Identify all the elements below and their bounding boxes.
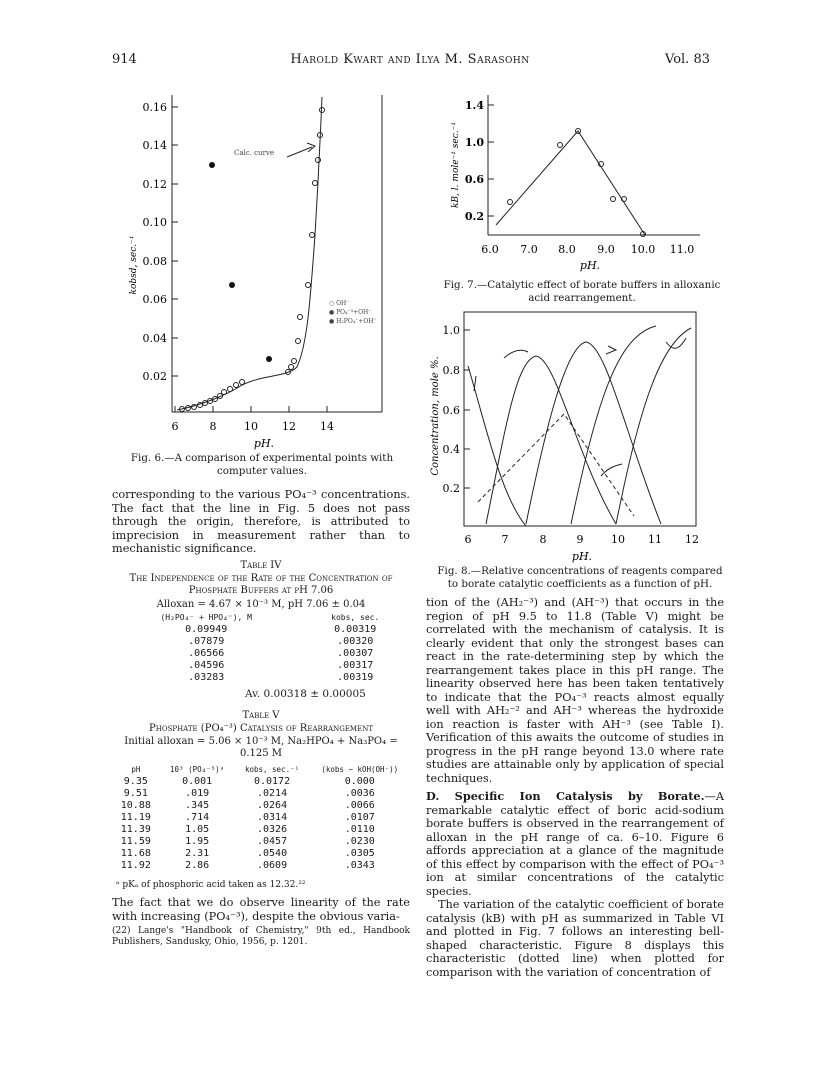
table-row: 0.09949 0.00319 bbox=[185, 624, 377, 635]
fig6-ytick: 0.12 bbox=[142, 178, 167, 191]
fig8-ytick: 0.8 bbox=[442, 364, 460, 377]
fig8-xlabel: pH. bbox=[571, 550, 593, 563]
fig8-xtick: 8 bbox=[539, 533, 547, 546]
fig6-legend-3: ● H₂PO₄⁻+OH⁻ bbox=[329, 318, 377, 325]
table-iv bbox=[112, 612, 410, 684]
table-row: 11.59 1.95 .0457 .0230 bbox=[120, 836, 375, 847]
section-d-paragraph bbox=[426, 790, 724, 898]
fig7-xtick: 6.0 bbox=[481, 243, 499, 256]
table-row: .06566 .00307 bbox=[188, 648, 374, 659]
table-row: .07879 .00320 bbox=[188, 636, 374, 647]
page-number: 914 bbox=[112, 52, 137, 67]
table-row: 9.51 .019 .0214 .0036 bbox=[123, 788, 375, 799]
fig7-ylabel: kB, l. mole⁻¹ sec.⁻¹ bbox=[451, 122, 461, 208]
fig8-xtick: 9 bbox=[576, 533, 584, 546]
figure-8 bbox=[416, 306, 720, 566]
table-row: 11.19 .714 .0314 .0107 bbox=[120, 812, 375, 823]
fig6-xtick: 8 bbox=[209, 420, 217, 433]
fig8-ytick: 0.2 bbox=[442, 482, 460, 495]
fig7-xtick: 9.0 bbox=[597, 243, 615, 256]
left-paragraph-1: corresponding to the various PO₄⁻³ concentrations. The fact that the line in Fig. 5 does not pass through the origin, therefore, is attributed to imprecision in measurement rather than to mechanistic significance. bbox=[112, 488, 410, 555]
table-header: (H₂PO₄⁻ + HPO₄⁼), M bbox=[160, 613, 252, 622]
fig7-xtick: 8.0 bbox=[558, 243, 576, 256]
fig7-caption: Fig. 7.—Catalytic effect of borate buffers in alloxanic acid rearrangement. bbox=[443, 279, 721, 304]
fig6-ytick: 0.04 bbox=[142, 332, 167, 345]
fig6-legend-1: ○ OH⁻ bbox=[329, 300, 350, 307]
table-row: .04596 .00317 bbox=[188, 660, 374, 671]
fig6-xlabel: pH. bbox=[253, 437, 275, 450]
table4-label: Table IV bbox=[240, 560, 282, 571]
left-paragraph-2: The fact that we do observe linearity of the rate with increasing (PO₄⁻³), despite the obvious varia- bbox=[112, 896, 410, 923]
fig6-ytick: 0.10 bbox=[142, 216, 167, 229]
table5-footnote: ᵃ pKₐ of phosphoric acid taken as 12.32.²² bbox=[116, 880, 306, 890]
table-row: 11.92 2.86 .0609 .0343 bbox=[120, 860, 375, 871]
fig8-xtick: 10 bbox=[611, 533, 625, 546]
fig6-ytick: 0.02 bbox=[142, 370, 167, 383]
table-row: 10.88 .345 .0264 .0066 bbox=[120, 800, 375, 811]
fig8-caption: Fig. 8.—Relative concentrations of reagents compared to borate catalytic coefficients as a function of pH. bbox=[437, 565, 723, 590]
table-row: 11.68 2.31 .0540 .0305 bbox=[120, 848, 375, 859]
fig6-xtick: 14 bbox=[320, 420, 334, 433]
table5-title: Phosphate (PO₄⁻³) Catalysis of Rearrangement bbox=[149, 723, 373, 734]
figure-6 bbox=[112, 85, 412, 460]
running-head: Harold Kwart and Ilya M. Sarasohn bbox=[290, 52, 530, 67]
fig6-legend-2: ● PO₄⁻³+OH⁻ bbox=[329, 309, 372, 316]
table-row: 11.39 1.05 .0326 .0110 bbox=[120, 824, 375, 835]
fig6-xtick: 6 bbox=[171, 420, 179, 433]
fig8-xtick: 12 bbox=[685, 533, 699, 546]
fig7-ytick: 1.0 bbox=[464, 136, 484, 149]
fig8-ytick: 0.4 bbox=[442, 443, 460, 456]
volume: Vol. 83 bbox=[665, 52, 710, 67]
calc-curve-label: Calc. curve bbox=[234, 149, 275, 157]
fig7-ytick: 0.2 bbox=[464, 210, 484, 223]
table5-label: Table V bbox=[242, 710, 280, 721]
fig7-xtick: 7.0 bbox=[520, 243, 538, 256]
right-paragraph-1: tion of the (AH₂⁻³) and (AH⁻³) that occurs in the region of pH 9.5 to 11.8 (Table V) might be correlated with the mechanism of catalysis. It is clearly evident that only the strongest bases can react in the rate-determining step by which the rearrangement takes place in this pH range. The linearity observed here has been taken tentatively to indicate that the PO₄⁻³ reacts almost equally well with AH₂⁻² and AH⁻³ whereas the hydroxide ion reaction is faster with AH⁻³ (see Table I). Verification of this awaits the outcome of studies in progress in the pH range beyond 13.0 where rate studies are attainable only by application of special techniques. bbox=[426, 596, 724, 785]
right-paragraph-2: The variation of the catalytic coefficient of borate catalysis (kB) with pH as summarized in Table VI and plotted in Fig. 7 follows an interesting bell-shaped characteristic. Figure 8 displays this characteristic (dotted line) when plotted for comparison with the variation of concentration of bbox=[426, 898, 724, 979]
table-header: pH bbox=[131, 765, 141, 774]
fig6-ytick: 0.16 bbox=[142, 101, 167, 114]
table-header: 10³ (PO₄⁻³)ᵃ bbox=[170, 765, 225, 774]
fig8-ytick: 1.0 bbox=[442, 324, 460, 337]
fig7-ytick: 0.6 bbox=[464, 173, 484, 186]
fig7-xtick: 10.0 bbox=[630, 243, 656, 256]
figure-7 bbox=[440, 85, 720, 275]
fig6-caption: Fig. 6.—A comparison of experimental points with computer values. bbox=[130, 452, 394, 477]
fig6-ytick: 0.14 bbox=[142, 139, 167, 152]
table-v bbox=[112, 764, 410, 872]
section-d-text: —A remarkable catalytic effect of boric acid-sodium borate buffers is observed in the rearrangement of alloxan in the pH range of ca. 6–10. Figure 6 affords appreciation at a glance of the magnitude of this effect by comparison with the effect of PO₄⁻³ ion at similar concentrations of the catalytic species. bbox=[426, 790, 724, 898]
table4-conditions: Alloxan = 4.67 × 10⁻³ M, pH 7.06 ± 0.04 bbox=[156, 599, 366, 610]
section-d-title: D. Specific Ion Catalysis by Borate. bbox=[426, 789, 705, 803]
fig8-xtick: 6 bbox=[464, 533, 472, 546]
table5-conditions: Initial alloxan = 5.06 × 10⁻³ M, Na₂HPO₄ + Na₃PO₄ = 0.125 M bbox=[124, 736, 398, 759]
fig7-xtick: 11.0 bbox=[669, 243, 695, 256]
fig6-ytick: 0.08 bbox=[142, 255, 167, 268]
table-header: (kobs − kOH(OH⁻)) bbox=[321, 765, 399, 774]
fig6-xtick: 12 bbox=[282, 420, 296, 433]
fig7-ytick: 1.4 bbox=[464, 99, 484, 112]
table-row: 9.35 0.001 0.0172 0.000 bbox=[123, 776, 375, 787]
fig6-ytick: 0.06 bbox=[142, 293, 167, 306]
fig6-ylabel: kobsd, sec.⁻¹ bbox=[129, 235, 139, 295]
table4-title: The Independence of the Rate of the Concentration of Phosphate Buffers at pH 7.06 bbox=[129, 573, 393, 596]
fig7-xlabel: pH. bbox=[579, 259, 601, 272]
fig6-xtick: 10 bbox=[244, 420, 258, 433]
fig8-xtick: 7 bbox=[501, 533, 509, 546]
fig8-xtick: 11 bbox=[648, 533, 662, 546]
table-row: .03283 .00319 bbox=[188, 672, 374, 683]
table-header: kobs, sec. bbox=[331, 613, 380, 622]
table-header: kobs, sec.⁻¹ bbox=[244, 765, 300, 774]
fig8-ytick: 0.6 bbox=[442, 404, 460, 417]
footnote-22: (22) Lange's "Handbook of Chemistry," 9th ed., Handbook Publishers, Sandusky, Ohio, 1956, p. 1201. bbox=[112, 926, 410, 947]
table4-average: Av. 0.00318 ± 0.00005 bbox=[245, 688, 366, 700]
fig8-ylabel: Concentration, mole %. bbox=[430, 356, 441, 476]
